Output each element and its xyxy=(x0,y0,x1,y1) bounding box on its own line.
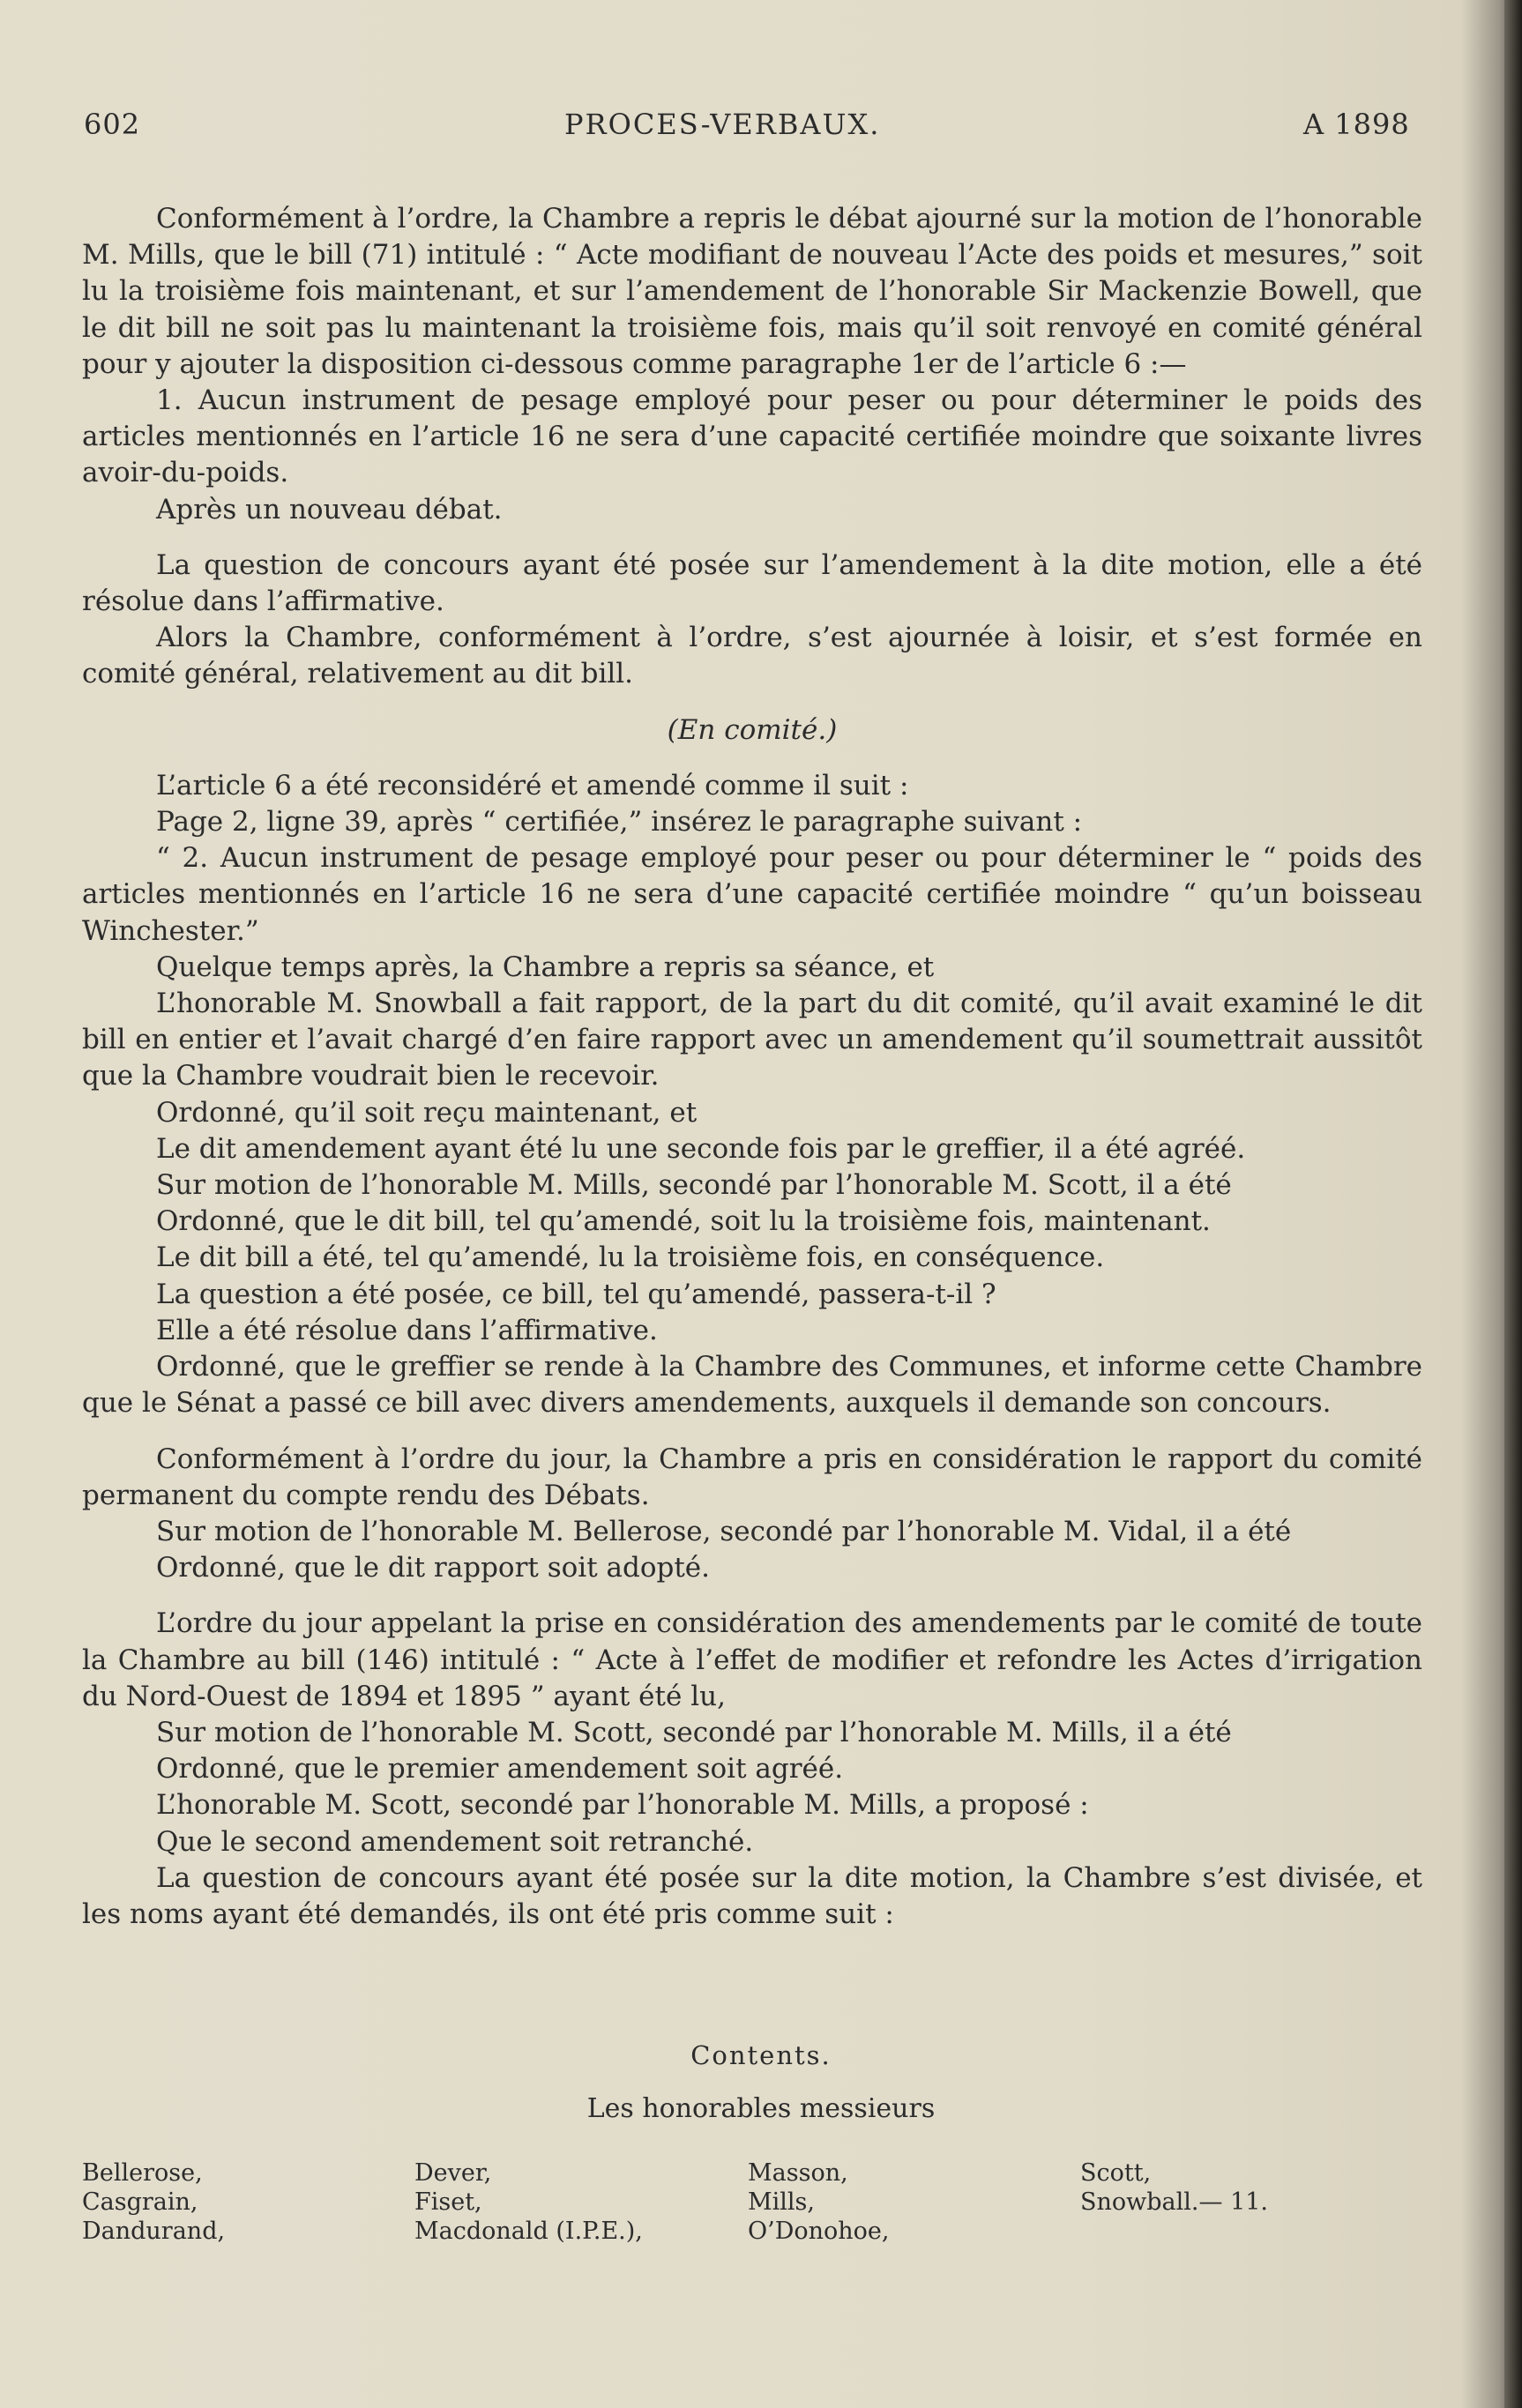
names-column-2 xyxy=(414,2158,643,2246)
paragraph-p11: L’honorable M. Snowball a fait rapport, de la part du dit comité, qu’il avait examiné le dit bill en entier et l’avait chargé d’en faire rapport avec un amendement qu’il soumettrait aussitôt que la Chambre voudrait bien le recevoir. xyxy=(82,988,1422,1092)
paragraph-p20: Conformément à l’ordre du jour, la Chambre a pris en considération le rapport du comité permanent du compte rendu des Débats. xyxy=(82,1443,1422,1511)
paragraph-p12: Ordonné, qu’il soit reçu maintenant, et xyxy=(156,1096,698,1129)
paragraph-p6: (En comité.) xyxy=(667,713,838,746)
paragraph-p9: “ 2. Aucun instrument de pesage employé pour peser ou pour déterminer le “ poids des articles mentionnés en l’article 16 ne sera d’une capacité certifiée moindre “ qu’un boisseau Winchester.” xyxy=(82,842,1422,947)
paragraph-p18: Elle a été résolue dans l’affirmative. xyxy=(156,1314,658,1346)
paragraph-p19: Ordonné, que le greffier se rende à la Chambre des Communes, et informe cette Chambre que le Sénat a passé ce bill avec divers amendements, auxquels il demande son concours. xyxy=(82,1351,1422,1420)
name-entry: Fiset, xyxy=(414,2188,482,2216)
paragraph-p23: L’ordre du jour appelant la prise en considération des amendements par le comité de toute la Chambre au bill (146) intitulé : “ Acte à l’effet de modifier et refondre les Actes d’irrigation du Nord-Ouest de 1894 et 1895 ” ayant été lu, xyxy=(82,1607,1422,1712)
year-label: A 1898 xyxy=(1303,108,1410,141)
name-entry: Snowball.— 11. xyxy=(1080,2188,1269,2216)
paragraph-p22: Ordonné, que le dit rapport soit adopté. xyxy=(156,1552,710,1584)
paragraph-p16: Le dit bill a été, tel qu’amendé, lu la troisième fois, en conséquence. xyxy=(156,1241,1105,1274)
name-entry: Bellerose, xyxy=(82,2159,203,2187)
paragraph-p26: L’honorable M. Scott, secondé par l’honorable M. Mills, a proposé : xyxy=(156,1789,1089,1822)
paragraph-p8: Page 2, ligne 39, après “ certifiée,” insérez le paragraphe suivant : xyxy=(156,806,1083,839)
body-text xyxy=(82,201,1422,1933)
paragraph-p3: Après un nouveau débat. xyxy=(156,493,503,526)
name-entry: Masson, xyxy=(748,2159,848,2187)
paragraph-p10: Quelque temps après, la Chambre a repris sa séance, et xyxy=(156,951,935,983)
paragraph-p7: L’article 6 a été reconsidéré et amendé comme il suit : xyxy=(156,769,909,801)
paragraph-p5: Alors la Chambre, conformément à l’ordre, s’est ajournée à loisir, et s’est formée en comité général, relativement au dit bill. xyxy=(82,622,1422,690)
contents-subtitle: Les honorables messieurs xyxy=(586,2093,936,2124)
page-number: 602 xyxy=(84,108,141,141)
names-column-3 xyxy=(748,2158,889,2246)
name-entry: Casgrain, xyxy=(82,2188,198,2216)
name-entry: Macdonald (I.P.E.), xyxy=(414,2218,643,2245)
name-entry: Mills, xyxy=(748,2188,815,2216)
contents-section xyxy=(0,2040,1522,2124)
paragraph-p2: 1. Aucun instrument de pesage employé pour peser ou pour déterminer le poids des articles mentionnés en l’article 16 ne sera d’une capacité certifiée moindre que soixante livres avoir-du-poids. xyxy=(82,384,1422,489)
paragraph-p28: La question de concours ayant été posée sur la dite motion, la Chambre s’est divisée, et les noms ayant été demandés, ils ont été pris comme suit : xyxy=(82,1861,1422,1930)
paragraph-p21: Sur motion de l’honorable M. Bellerose, secondé par l’honorable M. Vidal, il a été xyxy=(156,1515,1292,1547)
name-entry: Dever, xyxy=(414,2159,492,2187)
paragraph-p27: Que le second amendement soit retranché. xyxy=(156,1825,754,1858)
paragraph-p14: Sur motion de l’honorable M. Mills, secondé par l’honorable M. Scott, il a été xyxy=(156,1169,1232,1202)
paragraph-p13: Le dit amendement ayant été lu une seconde fois par le greffier, il a été agréé. xyxy=(156,1132,1246,1165)
paragraph-p1: Conformément à l’ordre, la Chambre a repris le débat ajourné sur la motion de l’honorable M. Mills, que le bill (71) intitulé : “ Acte modifiant de nouveau l’Acte des poids et mesures,” soit lu la troisième fois maintenant, et sur l’amendement de l’honorable Sir Mackenzie Bowell, que le dit bill ne soit pas lu maintenant la troisième fois, mais qu’il soit renvoyé en comité général pour y ajouter la disposition ci-dessous comme paragraphe 1er de l’article 6 :— xyxy=(82,203,1422,380)
page-binding-edge xyxy=(1504,0,1522,2408)
page-header xyxy=(0,108,1522,152)
names-column-1 xyxy=(82,2158,225,2246)
paragraph-p17: La question a été posée, ce bill, tel qu’amendé, passera-t-il ? xyxy=(156,1278,996,1310)
running-title: PROCES-VERBAUX. xyxy=(564,108,881,141)
name-entry: Dandurand, xyxy=(82,2218,226,2245)
name-entry: Scott, xyxy=(1080,2159,1152,2187)
paragraph-p4: La question de concours ayant été posée sur l’amendement à la dite motion, elle a été résolue dans l’affirmative. xyxy=(82,548,1422,618)
names-column-4 xyxy=(1080,2158,1268,2217)
paragraph-p25: Ordonné, que le premier amendement soit agréé. xyxy=(156,1753,844,1785)
contents-title: Contents. xyxy=(690,2040,832,2070)
paragraph-p24: Sur motion de l’honorable M. Scott, secondé par l’honorable M. Mills, il a été xyxy=(156,1716,1232,1748)
paragraph-p15: Ordonné, que le dit bill, tel qu’amendé, soit lu la troisième fois, maintenant. xyxy=(156,1205,1211,1238)
name-entry: O’Donohoe, xyxy=(748,2218,890,2245)
